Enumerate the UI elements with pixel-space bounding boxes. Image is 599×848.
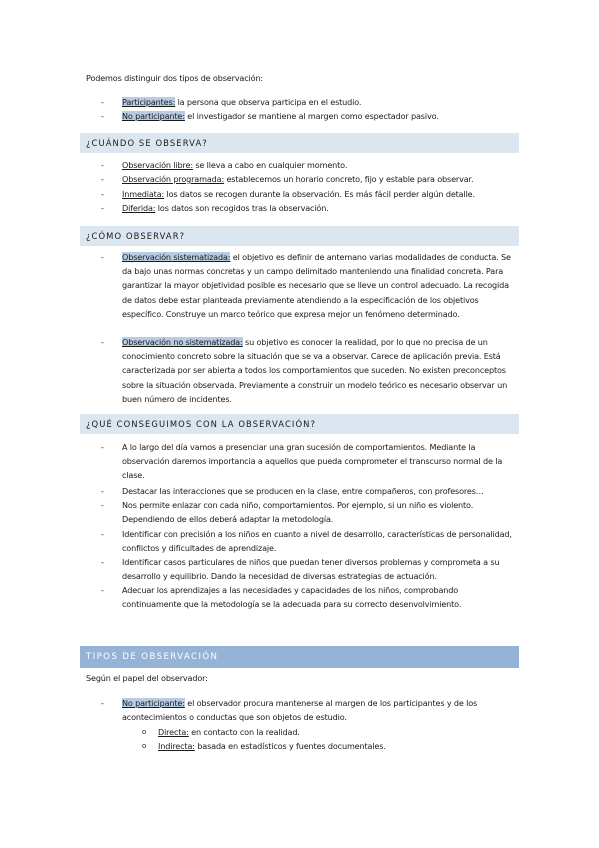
dash-bullet: - <box>101 585 104 595</box>
section-heading-conseguimos: ¿QUÉ CONSEGUIMOS CON LA OBSERVACIÓN? <box>80 414 519 434</box>
list-item <box>86 250 519 321</box>
sub-list-item <box>130 739 386 753</box>
list-item <box>86 696 519 724</box>
dash-bullet: - <box>101 337 104 347</box>
term: Indirecta: <box>158 741 195 751</box>
list-item <box>86 158 519 172</box>
dash-bullet: - <box>101 97 104 107</box>
intro-text: Podemos distinguir dos tipos de observación: <box>86 73 263 83</box>
definition: establecemos un horario concreto, fijo y estable para observar. <box>224 174 474 184</box>
term: Observación sistematizada: <box>122 252 231 262</box>
dash-bullet: - <box>101 698 104 708</box>
circle-bullet: o <box>142 742 147 750</box>
definition: el observador procura mantenerse al margen de los participantes y de los acontecimientos o conductas que son objetos de estudio. <box>122 698 478 723</box>
definition: la persona que observa participa en el estudio. <box>175 97 362 107</box>
term: Observación libre: <box>122 160 193 170</box>
section-heading-como: ¿CÓMO OBSERVAR? <box>80 226 519 246</box>
definition: los datos se recogen durante la observación. Es más fácil perder algún detalle. <box>164 189 475 199</box>
dash-bullet: - <box>101 111 104 121</box>
dash-bullet: - <box>101 486 104 496</box>
list-item <box>86 201 519 215</box>
list-item: - A lo largo del día vamos a presenciar una gran sucesión de comportamientos. Mediante la observación daremos importancia a aquellos que pueda comprometer el transcurso normal de la clase. <box>101 442 503 481</box>
term: Participantes: <box>122 97 176 107</box>
term: Observación programada: <box>122 174 225 184</box>
section-heading-cuando: ¿CUÁNDO SE OBSERVA? <box>80 133 519 153</box>
dash-bullet: - <box>101 174 104 184</box>
list-item <box>86 187 519 201</box>
list-item: - Identificar con precisión a los niños en cuanto a nivel de desarrollo, características de personalidad, conflictos y dificultades de aprendizaje. <box>101 529 512 554</box>
definition: se lleva a cabo en cualquier momento. <box>192 160 348 170</box>
list-item: - Nos permite enlazar con cada niño, comportamientos. Por ejemplo, si un niño es violento. Dependiendo de ellos deberá adaptar la metodología. <box>101 500 474 525</box>
list-item <box>86 172 519 186</box>
sub-list-item <box>130 725 300 739</box>
section-heading-tipos: TIPOS DE OBSERVACIÓN <box>80 646 519 668</box>
dash-bullet: - <box>101 189 104 199</box>
dash-bullet: - <box>101 557 104 567</box>
list-item: - Destacar las interacciones que se producen en la clase, entre compañeros, con profesores… <box>86 484 519 498</box>
list-item: - Identificar casos particulares de niños que puedan tener diversos problemas y comprometa a su desarrollo y equilibrio. Dando la necesidad de diversas estrategias de actuación. <box>101 557 500 582</box>
definition: en contacto con la realidad. <box>188 727 300 737</box>
dash-bullet: - <box>101 160 104 170</box>
list-item: - Adecuar los aprendizajes a las necesidades y capacidades de los niños, comprobando continuamente que la metodología se la adecuada para su correcto desenvolvimiento. <box>101 585 462 610</box>
dash-bullet: - <box>101 442 104 452</box>
term: No participante: <box>122 698 185 708</box>
definition: el objetivo es definir de antemano varias modalidades de conducta. Se da bajo unas normas concretas y un campo delimitado manteniendo una finalidad concreta. Para garantizar la mayor objetividad posible es necesario que se lleve un control adecuado. La recogida de datos debe estar planteada previamente atendiendo a la especificación de los objetivos específico. Construye un marco teórico que expresa mejor un fenómeno determinado. <box>122 252 511 319</box>
definition: basada en estadísticos y fuentes documentales. <box>194 741 386 751</box>
circle-bullet: o <box>142 728 147 736</box>
term: Directa: <box>158 727 189 737</box>
dash-bullet: - <box>101 252 104 262</box>
term: Observación no sistematizada: <box>122 337 243 347</box>
term: Inmediata: <box>122 189 165 199</box>
list-item <box>86 335 519 406</box>
list-item <box>86 109 519 123</box>
segun-text: Según el papel del observador: <box>86 673 208 683</box>
definition: su objetivo es conocer la realidad, por lo que no precisa de un conocimiento concreto sobre la situación que se va a observar. Carece de aplicación previa. Está caracterizada por ser abierta a todos los comportamientos que suceden. No existen preconceptos sobre la situación observada. Previamente a construir un modelo teórico es necesario observar un buen número de incidentes. <box>122 337 508 404</box>
term: Diferida: <box>122 203 156 213</box>
dash-bullet: - <box>101 500 104 510</box>
definition: el investigador se mantiene al margen como espectador pasivo. <box>184 111 439 121</box>
dash-bullet: - <box>101 203 104 213</box>
term: No participante: <box>122 111 185 121</box>
dash-bullet: - <box>101 529 104 539</box>
definition: los datos son recogidos tras la observación. <box>155 203 329 213</box>
list-item <box>86 95 519 109</box>
